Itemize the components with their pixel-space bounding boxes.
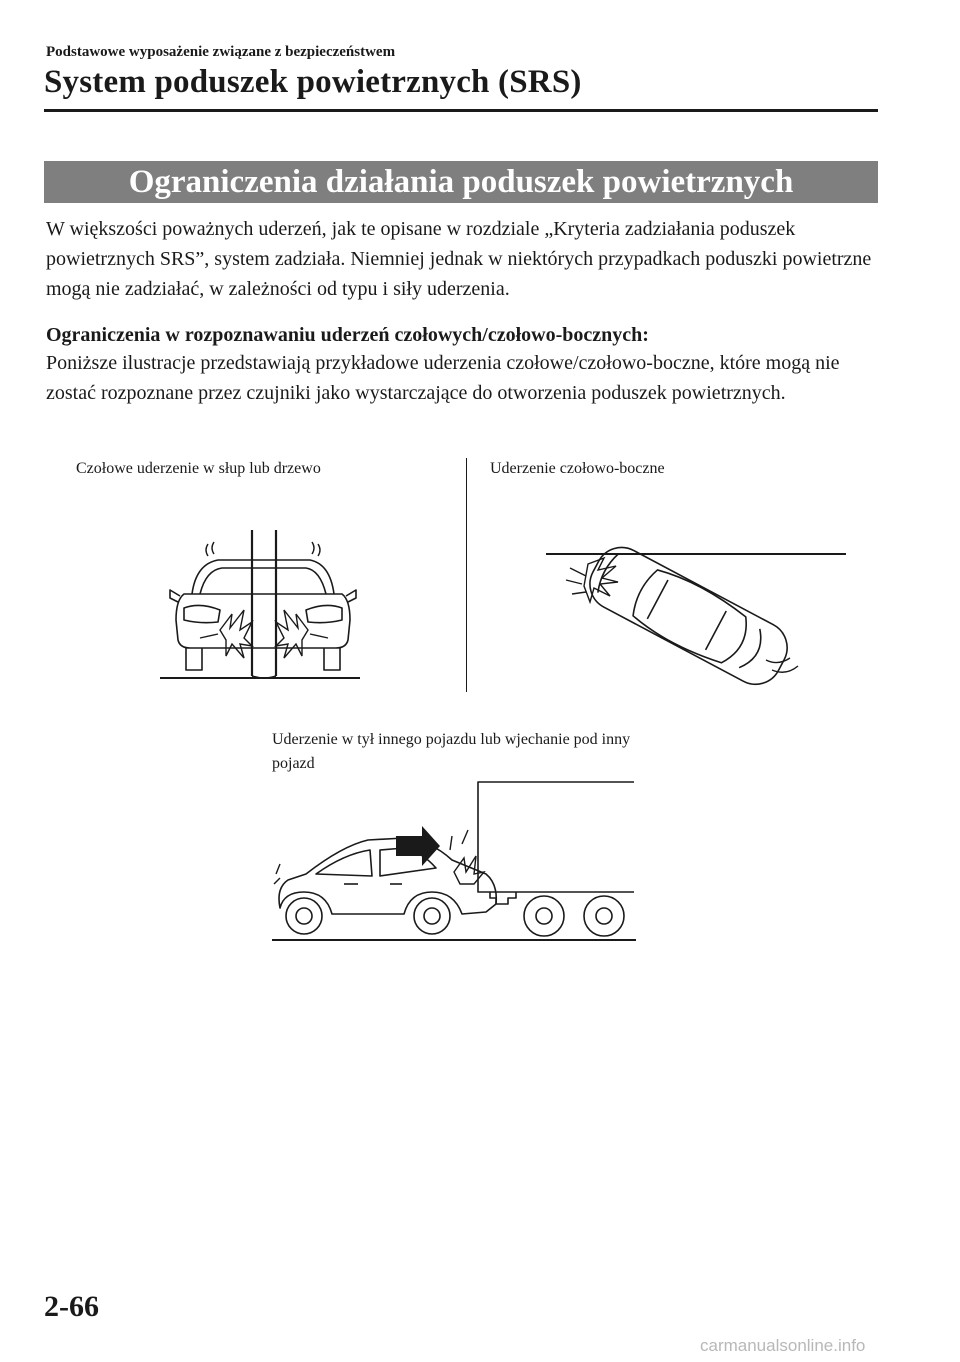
car-angled-impact-illustration	[546, 548, 846, 678]
heading-band: Ograniczenia działania poduszek powietrznych	[44, 161, 878, 203]
illustration-divider	[466, 458, 467, 692]
caption-rear: Uderzenie w tył innego pojazdu lub wjechanie pod inny pojazd	[272, 731, 631, 772]
car-underride-truck-illustration	[272, 780, 636, 944]
section-title: System poduszek powietrznych (SRS)	[44, 64, 582, 100]
header-rule	[44, 109, 878, 112]
caption-pole: Czołowe uderzenie w słup lub drzewo	[76, 460, 321, 477]
description-paragraph: Poniższe ilustracje przedstawiają przykładowe uderzenia czołowe/czołowo-boczne, które mogą nie zostać rozpoznane przez czujniki jako wystarczające do otworzenia poduszek powietrznych.	[46, 352, 840, 404]
intro-paragraph: W większości poważnych uderzeń, jak te opisane w rozdziale „Kryteria zadziałania poduszek powietrznych SRS”, system zadziała. Niemniej jednak w niektórych przypadkach poduszki powietrzne mogą nie zadziałać, w zależności od typu i siły uderzenia.	[46, 218, 872, 300]
watermark: carmanualsonline.info	[700, 1336, 866, 1355]
caption-side: Uderzenie czołowo-boczne	[490, 460, 665, 477]
car-hitting-pole-illustration	[160, 530, 360, 680]
subheading: Ograniczenia w rozpoznawaniu uderzeń czołowych/czołowo-bocznych:	[46, 324, 649, 346]
page-number: 2-66	[44, 1290, 99, 1323]
chapter-label: Podstawowe wyposażenie związane z bezpieczeństwem	[46, 44, 396, 60]
